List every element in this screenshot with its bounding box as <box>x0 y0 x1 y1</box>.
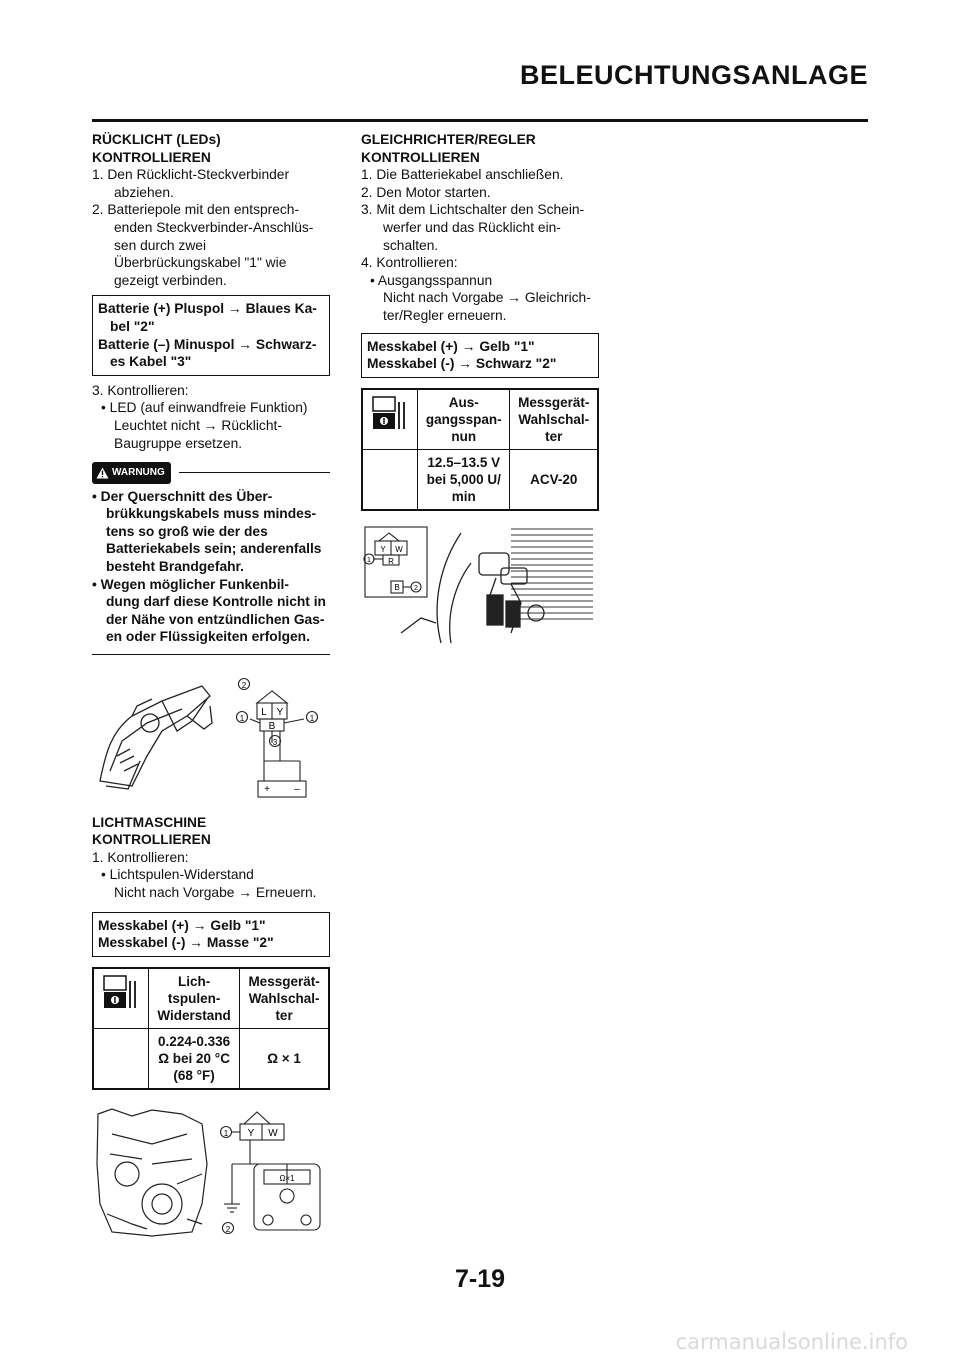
callout-1: 1 <box>239 714 245 724</box>
battery-plus: + <box>264 784 270 796</box>
box-line: Batterie (+) Pluspol → Blaues Ka- <box>98 301 317 317</box>
bullet-text: • LED (auf einwandfreie Funktion) <box>101 400 308 416</box>
callout-1: 1 <box>367 556 371 564</box>
warning-line: dung darf diese Kontrolle nicht in <box>106 594 326 610</box>
box-line: es Kabel "3" <box>110 354 192 370</box>
multimeter-icon <box>371 394 409 434</box>
rectifier-test-figure <box>361 523 599 648</box>
pin-label-w: W <box>395 544 403 554</box>
battery-minus: – <box>294 784 300 796</box>
warning-line: tens so groß wie der des <box>106 523 268 539</box>
value-cell: Ω × 1 <box>240 1028 329 1089</box>
value-cell: 12.5–13.5 V bei 5,000 U/ min <box>418 449 510 510</box>
step-text: 3. Kontrollieren: <box>92 382 189 398</box>
callout-2: 2 <box>225 1224 231 1234</box>
multimeter-cell <box>93 968 149 1029</box>
header-cell: Messgerät- Wahlschal- ter <box>510 389 598 450</box>
warning-line: • Wegen möglicher Funkenbil- <box>92 576 289 592</box>
box-line: bel "2" <box>110 318 155 334</box>
box-line: Messkabel (-) → Schwarz "2" <box>367 356 557 372</box>
step-text: 1. Kontrollieren: <box>92 849 189 865</box>
section-heading: LICHTMASCHINE <box>92 814 207 830</box>
bullet-text: Nicht nach Vorgabe → Erneuern. <box>114 885 317 900</box>
pin-label-w: W <box>268 1127 278 1139</box>
connection-box <box>92 295 330 375</box>
warning-badge <box>92 462 171 484</box>
callout-3: 3 <box>272 738 278 748</box>
step-text: 4. Kontrollieren: <box>361 255 458 271</box>
left-column <box>92 131 330 1243</box>
step-text: enden Steckverbinder-Anschlüs- <box>114 219 314 235</box>
bullet-text: Leuchtet nicht → Rücklicht- <box>114 417 282 433</box>
pin-label-r: R <box>388 556 394 566</box>
warning-rule <box>179 472 330 473</box>
header-cell: Lich- tspulen- Widerstand <box>149 968 240 1029</box>
taillight-test-figure <box>92 661 330 801</box>
section-heading: KONTROLLIEREN <box>92 832 211 848</box>
page-number: 7-19 <box>454 1265 506 1293</box>
pin-label-y: Y <box>247 1127 255 1139</box>
pin-label-y: Y <box>380 544 386 554</box>
section-heading: GLEICHRICHTER/REGLER <box>361 132 536 147</box>
pin-label-y: Y <box>276 707 284 719</box>
callout-2: 2 <box>241 681 247 691</box>
callout-1: 1 <box>309 714 315 724</box>
warning-label: WARNUNG <box>112 467 165 479</box>
warning-line: besteht Brandgefahr. <box>106 559 244 575</box>
warning-line: • Der Querschnitt des Über- <box>92 488 273 504</box>
multimeter-icon <box>102 973 140 1013</box>
warning-text <box>92 488 330 655</box>
spec-table <box>361 388 599 511</box>
value-cell: 0.224-0.336 Ω bei 20 °C (68 °F) <box>149 1028 240 1089</box>
box-line: Messkabel (+) → Gelb "1" <box>367 338 535 354</box>
box-line: Messkabel (-) → Masse "2" <box>98 935 274 951</box>
bullet-text: ter/Regler erneuern. <box>383 307 507 323</box>
warning-line: der Nähe von entzündlichen Gas- <box>106 611 325 627</box>
step-text: abziehen. <box>114 184 174 200</box>
bullet-text: Nicht nach Vorgabe → Gleichrich- <box>383 290 591 306</box>
step-text: Überbrückungskabel "1" wie <box>114 255 287 271</box>
header-cell: Messgerät- Wahlschal- ter <box>240 968 329 1029</box>
wiring-illustration <box>401 533 544 643</box>
spec-table <box>92 967 330 1090</box>
engine-illustration <box>97 1109 207 1236</box>
meter-range: Ω×1 <box>279 1173 295 1183</box>
middle-column <box>361 131 599 652</box>
callout-1: 1 <box>223 1128 229 1138</box>
box-line: Batterie (–) Minuspol → Schwarz- <box>98 336 317 352</box>
callout-2: 2 <box>414 584 418 592</box>
step-text: sen durch zwei <box>114 237 207 253</box>
warning-line: brükkungskabels muss mindes- <box>106 506 317 522</box>
bullet-text: Baugruppe ersetzen. <box>114 435 243 451</box>
step-text: 1. Die Batteriekabel anschließen. <box>361 167 564 183</box>
warning-header <box>92 462 330 484</box>
empty-cell <box>362 449 418 510</box>
pin-label-b: B <box>268 721 276 733</box>
motorcycle-rear-illustration <box>100 686 212 789</box>
multimeter-cell <box>362 389 418 450</box>
step-text: werfer und das Rücklicht ein- <box>383 219 561 235</box>
title-rule <box>92 119 868 122</box>
engine-fins-illustration <box>511 529 593 619</box>
bullet-text: • Lichtspulen-Widerstand <box>101 867 254 883</box>
warning-triangle-icon <box>96 467 109 479</box>
step-text: schalten. <box>383 237 439 253</box>
site-watermark: carmanualsonline.info <box>675 1330 908 1354</box>
generator-test-figure <box>92 1104 330 1239</box>
empty-cell <box>93 1028 149 1089</box>
probe-box <box>92 912 330 957</box>
page-title: BELEUCHTUNGSANLAGE <box>519 60 868 90</box>
step-text: 1. Den Rücklicht-Steckverbinder <box>92 167 290 183</box>
warning-line: Batteriekabels sein; anderenfalls <box>106 541 322 557</box>
section-heading: KONTROLLIEREN <box>92 149 211 165</box>
step-text: gezeigt verbinden. <box>114 272 227 288</box>
pin-label-b: B <box>394 582 400 592</box>
value-cell: ACV-20 <box>510 449 598 510</box>
step-text: 2. Batteriepole mit den entsprech- <box>92 202 300 218</box>
warning-line: en oder Flüssigkeiten erfolgen. <box>106 629 310 645</box>
pin-label-l: L <box>261 707 267 719</box>
step-text: 2. Den Motor starten. <box>361 184 491 200</box>
section-heading: RÜCKLICHT (LEDs) <box>92 132 221 147</box>
bullet-text: • Ausgangsspannun <box>370 272 493 288</box>
section-heading: KONTROLLIEREN <box>361 149 480 165</box>
header-cell: Aus- gangsspan- nun <box>418 389 510 450</box>
box-line: Messkabel (+) → Gelb "1" <box>98 917 266 933</box>
step-text: 3. Mit dem Lichtschalter den Schein- <box>361 202 585 218</box>
probe-box <box>361 333 599 378</box>
